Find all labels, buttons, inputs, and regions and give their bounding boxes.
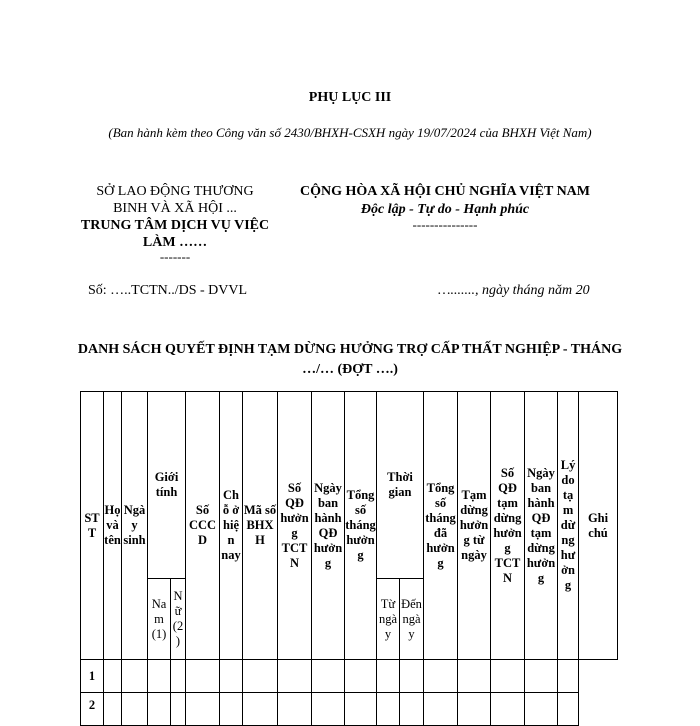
header-pause-from: Tạm dừng hưởng từ ngày (458, 392, 491, 660)
header-address: Chỗ ở hiện nay (220, 392, 243, 660)
header-total-months: Tổng số tháng hưởng (345, 392, 377, 660)
subheader-female: Nữ (2) (171, 579, 186, 660)
issuer-department: SỞ LAO ĐỘNG THƯƠNG BINH VÀ XÃ HỘI ... (96, 184, 254, 216)
row-number: 1 (81, 660, 104, 693)
header-name: Họ và tên (104, 392, 122, 660)
issuer-center: TRUNG TÂM DỊCH VỤ VIỆC LÀM …… (80, 218, 270, 250)
header-reason: Lý do tạm dừng hưởng (558, 392, 579, 660)
national-divider: --------------- (412, 217, 478, 232)
date-line: …......., ngày tháng năm 20 (438, 283, 590, 298)
document-number: Số: …..TCTN../DS - DVVL (88, 283, 248, 298)
table-row (81, 693, 618, 726)
list-title: DANH SÁCH QUYẾT ĐỊNH TẠM DỪNG HƯỞNG TRỢ CẤP THẤT NGHIỆP - THÁNG …/… (ĐỢT ….) (77, 342, 623, 377)
header-decision-date: Ngày ban hành QĐ hưởng (312, 392, 345, 660)
header-stt: STT (81, 392, 104, 660)
row-number: 2 (81, 693, 104, 726)
subheader-from-date: Từ ngày (377, 579, 400, 660)
decision-table (80, 391, 618, 726)
header-pause-date: Ngày ban hành QĐ tạm dừng hưởng (525, 392, 558, 660)
header-gender: Giới tính (148, 392, 186, 579)
header-id: Số CCCD (186, 392, 220, 660)
table-header-row (81, 392, 618, 579)
header-decision-no: Số QĐ hưởng TCTN (278, 392, 312, 660)
header-months-received: Tổng số tháng đã hưởng (424, 392, 458, 660)
subheader-to-date: Đến ngày (400, 579, 424, 660)
national-header (280, 183, 610, 231)
header-dob: Ngày sinh (122, 392, 148, 660)
issuer-header (80, 183, 270, 263)
header-social-code: Mã số BHXH (243, 392, 278, 660)
appendix-title: PHỤ LỤC III (308, 90, 392, 105)
issuer-divider: ------- (159, 249, 191, 264)
subheader-male: Nam (1) (148, 579, 171, 660)
table-row (81, 660, 618, 693)
header-pause-no: Số QĐ tạm dừng hưởng TCTN (491, 392, 525, 660)
document-subtitle: (Ban hành kèm theo Công văn số 2430/BHXH-CSXH ngày 19/07/2024 của BHXH Việt Nam) (108, 125, 592, 140)
header-note: Ghi chú (579, 392, 618, 660)
national-motto: Độc lập - Tự do - Hạnh phúc (360, 202, 530, 217)
header-period: Thời gian (377, 392, 424, 579)
nation-name: CỘNG HÒA XÃ HỘI CHỦ NGHĨA VIỆT NAM (299, 184, 590, 199)
